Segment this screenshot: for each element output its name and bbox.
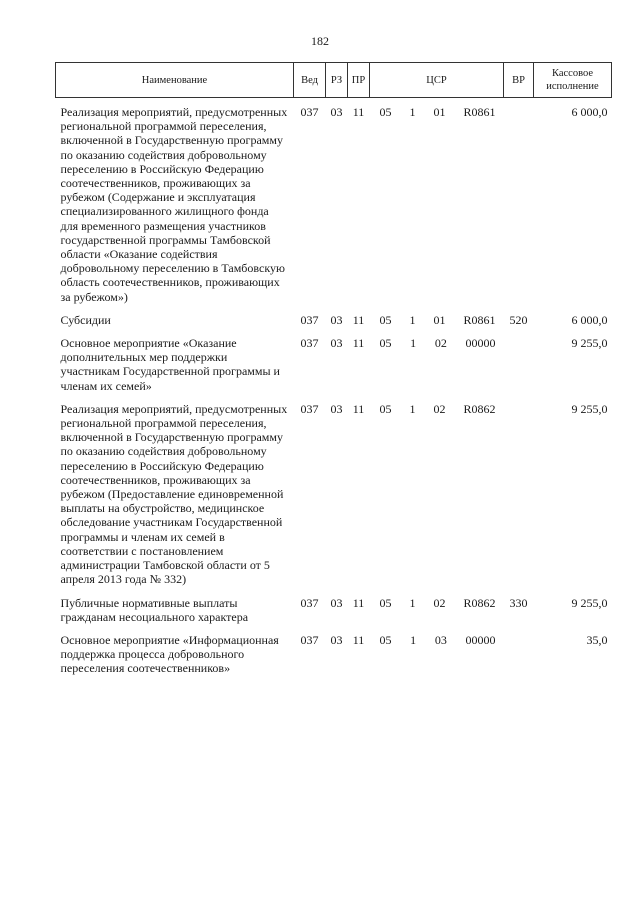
csr-subprogram: 1 xyxy=(410,632,417,647)
csr-event: 02 xyxy=(434,336,447,351)
row-vr xyxy=(504,626,534,678)
row-name: Публичные нормативные выплаты гражданам несоциального характера xyxy=(60,595,249,624)
csr-direction: R0862 xyxy=(463,401,496,416)
row-rz: 03 xyxy=(330,632,343,647)
row-csr xyxy=(370,395,504,589)
row-ved: 037 xyxy=(300,312,319,327)
row-name: Основное мероприятие «Информационная поддержка процесса добровольного переселения соотечественников» xyxy=(60,632,279,676)
csr-program: 05 xyxy=(379,632,392,647)
header-amount: Кассовое исполнение xyxy=(534,63,612,98)
header-rz: РЗ xyxy=(326,63,348,98)
csr-program: 05 xyxy=(379,401,392,416)
csr-subprogram: 1 xyxy=(410,336,417,351)
row-name: Реализация мероприятий, предусмотренных региональной программой переселения, включенной в Государственную программу по оказанию содействия добровольному переселению в Российскую Федерацию соотечественников, проживающих за рубежом (Предоставление единовременной выплаты на обустройство, медицинское обследование участникам Государственной программы и членам их семей в соответствии с постановлением администрации Тамбовской области от 5 апреля 2013 года № 332) xyxy=(60,401,288,587)
row-pr: 11 xyxy=(352,632,365,647)
row-vr: 330 xyxy=(509,595,528,610)
page-number: 182 xyxy=(311,34,329,48)
csr-program: 05 xyxy=(379,595,392,610)
row-csr xyxy=(370,98,504,306)
row-csr xyxy=(370,589,504,626)
row-amount: 35,0 xyxy=(586,632,608,647)
csr-program: 05 xyxy=(379,336,392,351)
csr-program: 05 xyxy=(379,312,392,327)
csr-direction: R0861 xyxy=(463,312,496,327)
table-row xyxy=(56,98,612,306)
csr-direction: 00000 xyxy=(465,632,496,647)
row-name: Реализация мероприятий, предусмотренных региональной программой переселения, включенной в Государственную программу по оказанию содействия добровольному переселению в Российскую Федерацию соотечественников, проживающих за рубежом (Содержание и эксплуатация специализированного жилищного фонда для временного размещения участников государственной программы Тамбовской области «Оказание содействия добровольному переселению в Тамбовскую область соотечественников, проживающих за рубежом») xyxy=(60,105,288,304)
row-name: Основное мероприятие «Оказание дополнительных мер поддержки участникам Государственной программы и членам их семей» xyxy=(60,336,280,393)
table-row xyxy=(56,306,612,329)
row-ved: 037 xyxy=(300,632,319,647)
row-amount: 9 255,0 xyxy=(571,336,608,351)
csr-subprogram: 1 xyxy=(409,105,416,119)
row-pr: 11 xyxy=(352,595,365,610)
row-pr: 11 xyxy=(352,312,365,327)
csr-subprogram: 1 xyxy=(409,312,416,327)
row-vr xyxy=(504,98,534,306)
row-amount: 9 255,0 xyxy=(571,401,608,416)
table-row xyxy=(56,395,612,589)
row-amount: 6 000,0 xyxy=(571,312,608,327)
header-csr: ЦСР xyxy=(370,63,504,98)
csr-subprogram: 1 xyxy=(409,595,416,610)
row-rz: 03 xyxy=(330,595,343,610)
csr-direction: R0861 xyxy=(463,105,496,119)
csr-direction: 00000 xyxy=(465,336,496,351)
row-csr xyxy=(370,626,504,678)
row-csr xyxy=(370,306,504,329)
row-vr xyxy=(504,395,534,589)
row-pr: 11 xyxy=(352,336,365,351)
row-rz: 03 xyxy=(330,105,343,119)
csr-subprogram: 1 xyxy=(409,401,416,416)
row-vr xyxy=(504,329,534,395)
table-row xyxy=(56,626,612,678)
header-ved: Вед xyxy=(294,63,326,98)
row-name: Субсидии xyxy=(60,312,111,327)
row-ved: 037 xyxy=(300,336,319,351)
csr-event: 02 xyxy=(433,401,446,416)
budget-execution-table xyxy=(55,62,612,678)
csr-event: 03 xyxy=(434,632,447,647)
row-pr: 11 xyxy=(352,105,365,119)
csr-event: 02 xyxy=(433,595,446,610)
table-row xyxy=(56,329,612,395)
row-ved: 037 xyxy=(300,595,319,610)
csr-event: 01 xyxy=(433,105,446,119)
row-rz: 03 xyxy=(330,401,343,416)
row-rz: 03 xyxy=(330,312,343,327)
header-pr: ПР xyxy=(348,63,370,98)
row-csr xyxy=(370,329,504,395)
row-amount: 9 255,0 xyxy=(571,595,608,610)
header-vr: ВР xyxy=(504,63,534,98)
row-pr: 11 xyxy=(352,401,365,416)
row-ved: 037 xyxy=(300,105,319,119)
row-rz: 03 xyxy=(330,336,343,351)
row-ved: 037 xyxy=(300,401,319,416)
table-row xyxy=(56,589,612,626)
csr-event: 01 xyxy=(433,312,446,327)
csr-direction: R0862 xyxy=(463,595,496,610)
table-header-row xyxy=(56,63,612,98)
row-amount: 6 000,0 xyxy=(571,105,608,119)
header-name: Наименование xyxy=(56,63,294,98)
row-vr: 520 xyxy=(509,312,528,327)
csr-program: 05 xyxy=(379,105,392,119)
